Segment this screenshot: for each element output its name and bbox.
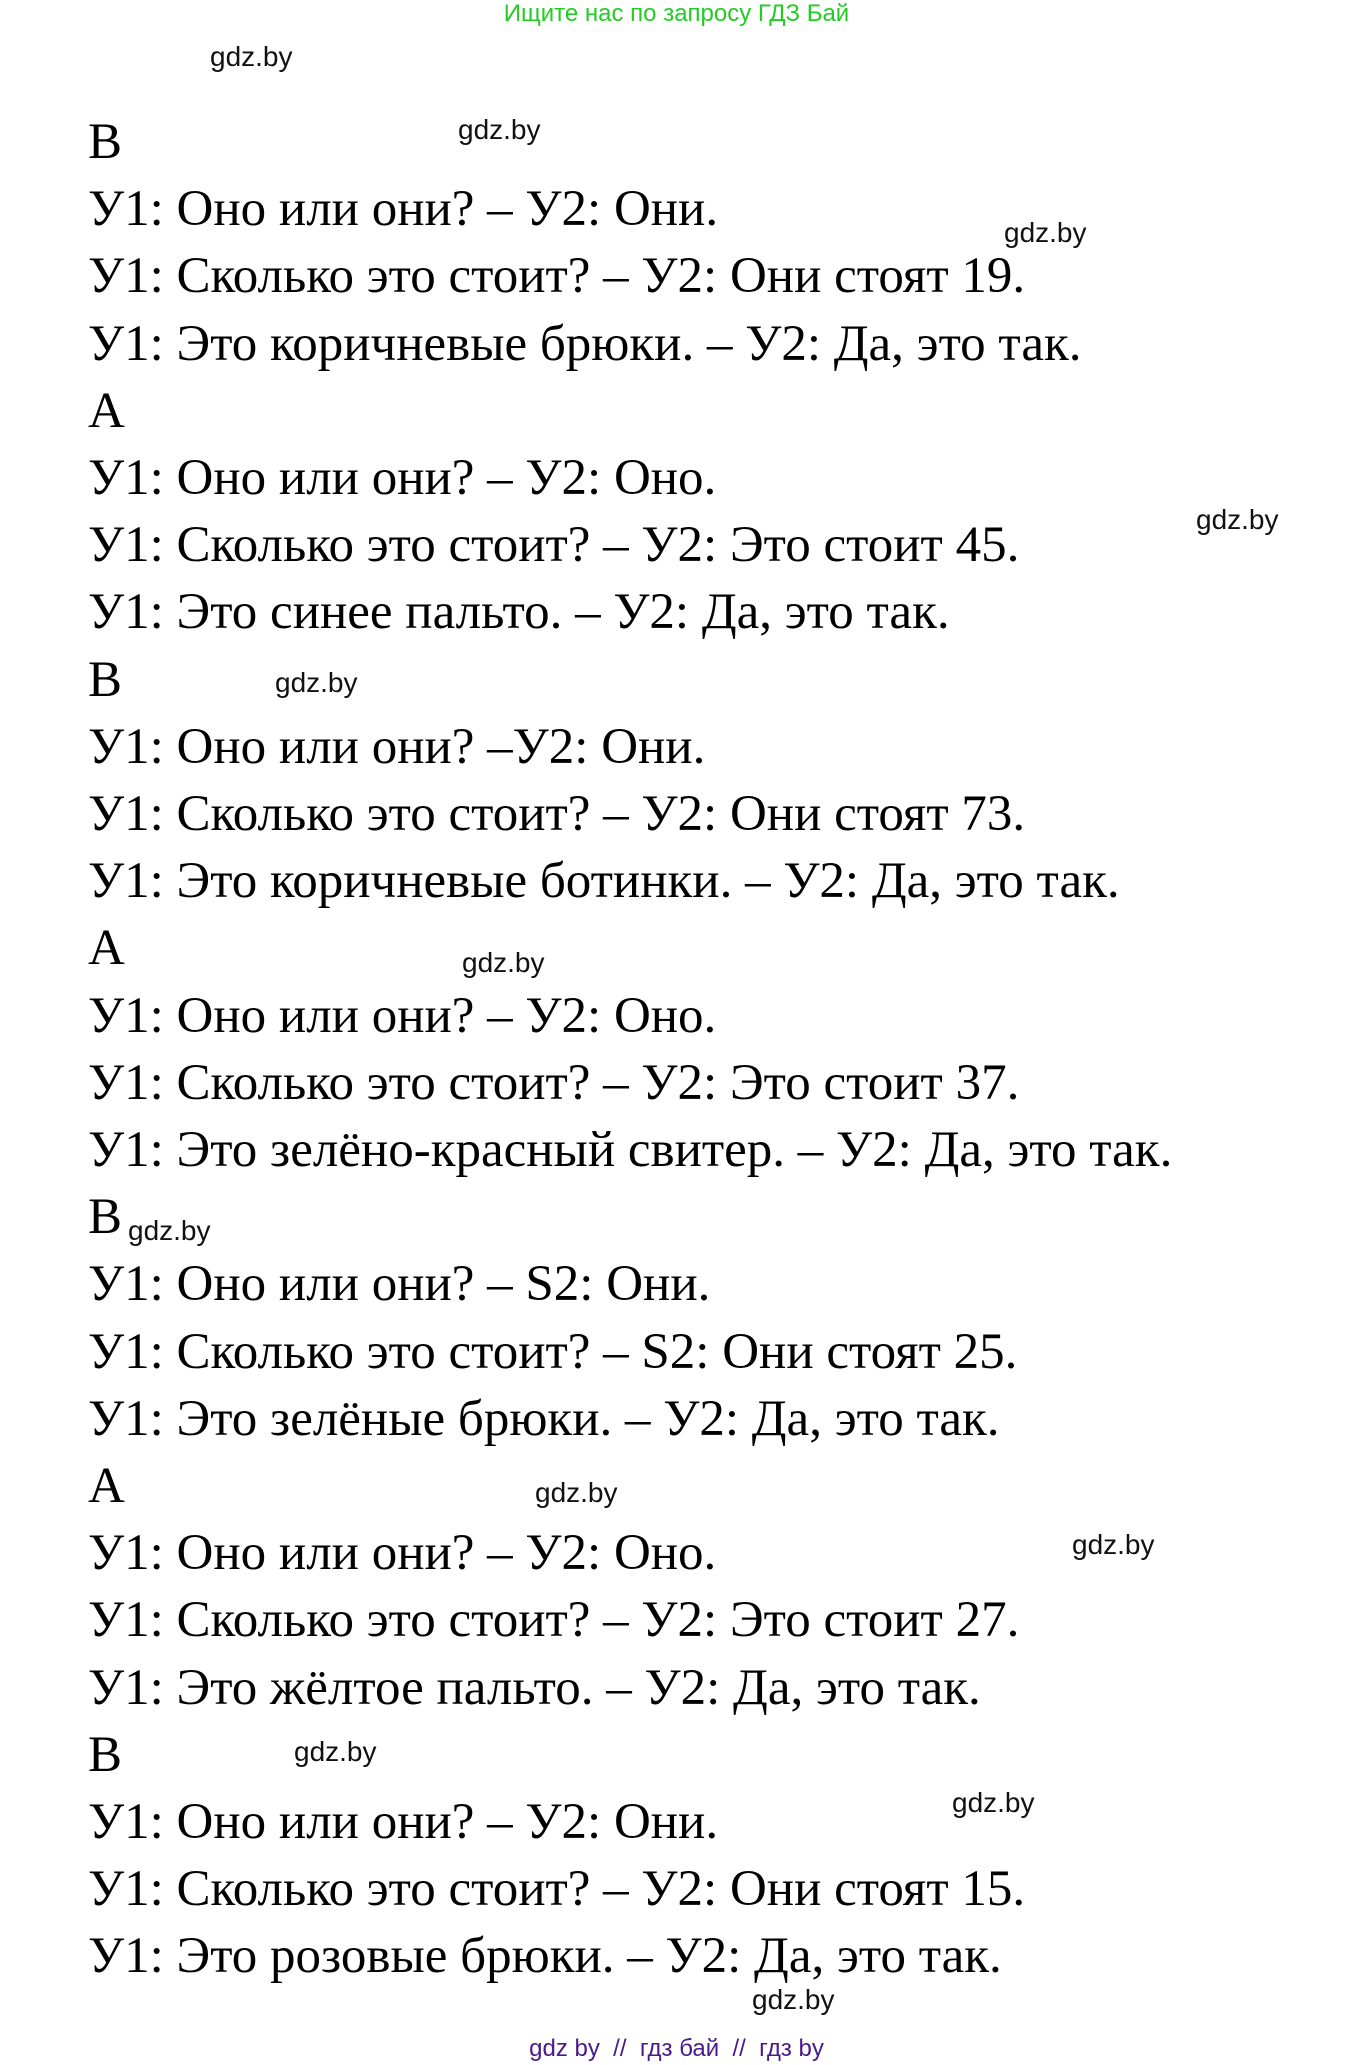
- dialogue-line: У1: Это зелёные брюки. – У2: Да, это так.: [88, 1390, 1000, 1447]
- dialogue-line: У1: Оно или они? – У2: Оно.: [88, 987, 717, 1044]
- dialogue-line: У1: Оно или они? – S2: Они.: [88, 1256, 711, 1313]
- watermark: gdz.by: [952, 1787, 1035, 1818]
- watermark: gdz.by: [458, 114, 541, 145]
- dialogue-line: У1: Сколько это стоит? – S2: Они стоят 25.: [88, 1323, 1018, 1380]
- section-label: В: [88, 114, 123, 170]
- dialogue-line: У1: Сколько это стоит? – У2: Это стоит 45.: [88, 517, 1020, 574]
- dialogue-line: У1: Это жёлтое пальто. – У2: Да, это так.: [88, 1659, 981, 1716]
- dialogue-line: У1: Это розовые брюки. – У2: Да, это так.: [88, 1928, 1002, 1985]
- footer-links: gdz by // гдз бай // гдз by: [529, 2035, 824, 2062]
- dialogue-line: У1: Сколько это стоит? – У2: Они стоят 19.: [88, 248, 1026, 305]
- watermark: gdz.by: [294, 1736, 377, 1767]
- watermark: gdz.by: [752, 1984, 835, 2015]
- section-label: А: [88, 1458, 125, 1514]
- search-banner: Ищите нас по запросу ГДЗ Бай: [503, 0, 850, 27]
- dialogue-line: У1: Сколько это стоит? – У2: Они стоят 73.: [88, 786, 1026, 842]
- watermark: gdz.by: [1196, 504, 1279, 535]
- watermark: gdz.by: [275, 667, 358, 698]
- section-label: В: [88, 1189, 123, 1246]
- dialogue-line: У1: Сколько это стоит? – У2: Они стоят 15.: [88, 1861, 1026, 1918]
- dialogue-line: У1: Сколько это стоит? – У2: Это стоит 37.: [88, 1054, 1020, 1111]
- dialogue-line: У1: Это коричневые ботинки. – У2: Да, это так.: [88, 853, 1120, 910]
- dialogue-line: У1: Оно или они? – У2: Они.: [88, 1794, 719, 1850]
- watermark: gdz.by: [462, 947, 545, 978]
- section-label: В: [88, 651, 123, 708]
- dialogue-line: У1: Оно или они? – У2: Оно.: [88, 450, 717, 506]
- watermark: gdz.by: [1072, 1529, 1155, 1560]
- section-label: В: [88, 1726, 123, 1783]
- dialogue-line: У1: Это коричневые брюки. – У2: Да, это так.: [88, 315, 1082, 372]
- section-label: А: [88, 382, 125, 439]
- dialogue-line: У1: Оно или они? – У2: Они.: [88, 181, 719, 238]
- dialogue-line: У1: Это зелёно-красный свитер. – У2: Да, это так.: [88, 1122, 1173, 1178]
- watermark: gdz.by: [1004, 217, 1087, 248]
- dialogue-line: У1: Оно или они? –У2: Они.: [88, 718, 706, 775]
- section-label: А: [88, 920, 125, 977]
- watermark: gdz.by: [128, 1215, 211, 1246]
- dialogue-line: У1: Это синее пальто. – У2: Да, это так.: [88, 584, 950, 641]
- dialogue-line: У1: Сколько это стоит? – У2: Это стоит 27.: [88, 1592, 1020, 1649]
- dialogue-line: У1: Оно или они? – У2: Оно.: [88, 1525, 717, 1582]
- watermark: gdz.by: [210, 41, 293, 72]
- watermark: gdz.by: [535, 1477, 618, 1508]
